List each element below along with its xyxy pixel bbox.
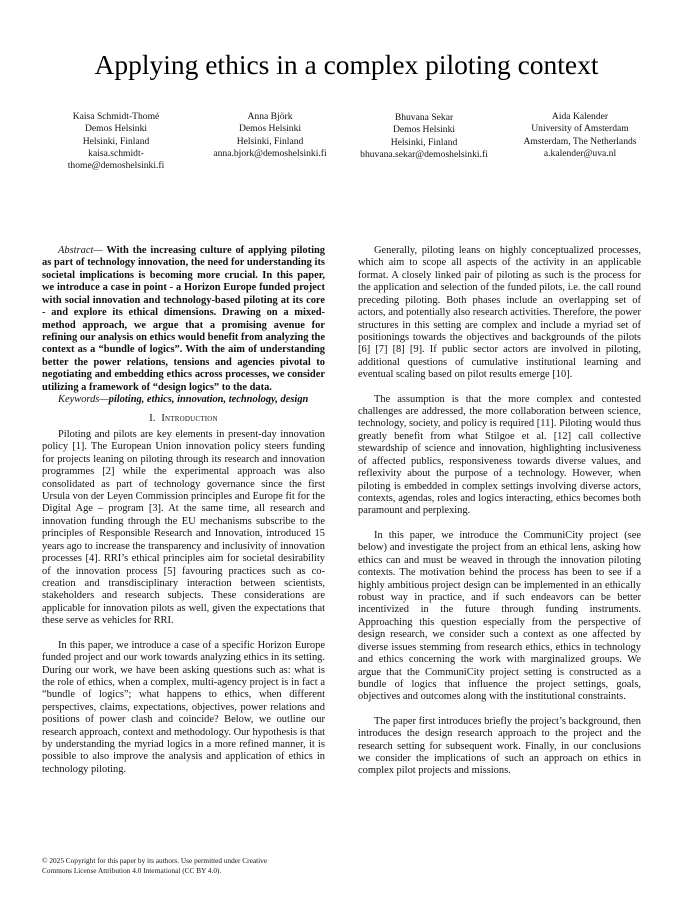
section-title: Introduction: [161, 413, 218, 425]
body-paragraph: In this paper, we introduce a case of a specific Horizon Europe funded project and our work towards analyzing ethics in its setting. During our work, we have been asking questions such as: what is the role of ethics, when a complex, multi-agency project is in fact a “bundle of logics”; what happens to ethics, when different perspectives, claims, expectations, objectives, power relations and positions of power clash and coincide? Below, we outline our research approach, context and methodology. Our hypothesis is that by understanding the myriad logics in a more refined manner, it is possible to also improve the analysis and application of ethics in technology piloting.: [42, 639, 325, 775]
author-location: Helsinki, Finland: [82, 135, 150, 147]
body-paragraph: Generally, piloting leans on highly conceptualized processes, which aim to scope all aspects of the activity in an applicable format. A closely linked pair of piloting as such is the process for the application and selection of the funded pilots, i.e. the call round preceding piloting. Both phases include an overlapping set of actors, and potentially also research activities. Therefore, the power structures in this setting are complex and include a myriad set of positionings towards the objectives and backgrounds of the pilots [6] [7] [8] [9]. If public sector actors are involved in piloting, additional questions of cumulative institutional learning and eventual scaling based on pilot results emerge [10].: [358, 245, 641, 381]
author-email[interactable]: anna.bjork@demoshelsinki.fi: [213, 147, 327, 159]
author-block: [349, 112, 499, 161]
keywords-label: Keywords—: [58, 394, 109, 406]
author-block: [41, 111, 191, 172]
author-location: Helsinki, Finland: [390, 136, 458, 148]
keywords-text: piloting, ethics, innovation, technology, design: [108, 394, 309, 406]
keywords: [42, 394, 325, 406]
paper-title: Applying ethics in a complex piloting context: [94, 49, 599, 80]
author-email-continued[interactable]: thome@demoshelsinki.fi: [67, 160, 165, 172]
author-location: Amsterdam, The Netherlands: [523, 135, 637, 147]
author-name: Aida Kalender: [551, 111, 609, 122]
body-paragraph: The assumption is that the more complex and contested challenges are addressed, the more collaboration between science, technology, society, and policy is required [11]. Piloting would thus greatly benefit from what Stilgoe et al. [12] call collective stewardship of science and innovation, highlighting inclusiveness of affected publics, responsiveness towards diverse values, and reflexivity about the purpose of a technology. However, when piloting is embedded in complex settings involving diverse actors, contexts, agendas, roles and logics interacting, ethics becomes both paramount and perplexing.: [358, 393, 641, 517]
author-email[interactable]: kaisa.schmidt-: [88, 147, 144, 159]
copyright-footer: [42, 856, 342, 876]
body-paragraph: Piloting and pilots are key elements in present-day innovation policy [1]. The European Union innovation policy steers funding for projects leaning on piloting through its research and innovation programmes [2] while the experimental approach was also consolidated as part of technology governance since the first Ursula von der Leyen Commission principles and Europe fit for the Digital Age – program [3]. At the same time, all research and innovation funding through the EU mechanisms subscribe to the principles of Responsible Research and Innovation, introduced 15 years ago to increase the transparency and inclusivity of innovation processes [4]. RRI’s ethical principles aim for societal desirability of the innovation process [5] favouring practices such as co-creation and transdisciplinary interaction between scientists, stakeholders and research subjects. These considerations are applicable for innovation pilots as well, given the expectations that these serve as vehicles for RRI.: [42, 428, 325, 627]
body-paragraph: The paper first introduces briefly the project’s background, then introduces the design research approach to the project and the research setting for subsequent work. Finally, in our conclusions we consider the implications of such an approach on ethics in complex pilot projects and missions.: [358, 715, 641, 777]
author-affiliation: University of Amsterdam: [531, 123, 629, 135]
body-paragraph: In this paper, we introduce the CommuniCity project (see below) and investigate the project from an ethical lens, asking how ethics can and must be weaved in through the innovation piloting contexts. The motivation behind the process has been to see if a highly ambitious project design can be implemented in an ethically robust way in practice, and if such endeavors can be better incentivized in the future through funding instruments. Approaching this question especially from the perspective of design research, we consider such a context as one affected by diverse issues stemming from research ethics, ethics in technology and ethics concerning the work with marginalized groups. We argue that the CommuniCity project setting is constructed as a bundle of logics that influence the project settings, goals, objectives and outcomes along with the institutional constraints.: [358, 529, 641, 703]
abstract-text: With the increasing culture of applying piloting as part of technology innovation, the need for understanding its societal implications is becoming more crucial. In this paper, we introduce a case in point - a Horizon Europe funded project with social innovation and technology-based piloting at its core - and explore its ethical dimensions. Drawing on a mixed-method approach, we argue that a promising avenue for refining our analysis on ethics would benefit from analyzing the context as a “bundle of logics”. With the aim of understanding better the power relations, tensions and agencies pivotal to negotiating and embedding ethics across processes, we consider utilizing a framework of “design logics” to the data.: [42, 245, 325, 393]
author-affiliation: Demos Helsinki: [84, 123, 148, 135]
author-email[interactable]: bhuvana.sekar@demoshelsinki.fi: [360, 148, 488, 160]
author-name: Kaisa Schmidt-Thomé: [72, 111, 160, 122]
author-name: Anna Björk: [247, 111, 293, 122]
license-line: Commons License Attribution 4.0 International (CC BY 4.0).: [42, 866, 222, 875]
author-block: [505, 111, 655, 160]
section-heading: [42, 413, 325, 425]
abstract: [42, 245, 325, 394]
section-numeral: I.: [149, 413, 156, 425]
author-block: [195, 111, 345, 160]
abstract-label: Abstract—: [58, 245, 103, 256]
author-affiliation: Demos Helsinki: [238, 123, 302, 135]
author-location: Helsinki, Finland: [236, 135, 304, 147]
author-name: Bhuvana Sekar: [394, 112, 454, 123]
copyright-line: © 2025 Copyright for this paper by its authors. Use permitted under Creative: [42, 856, 268, 865]
left-column: [42, 245, 325, 776]
author-email[interactable]: a.kalender@uva.nl: [543, 147, 617, 159]
right-column: [358, 245, 641, 778]
author-affiliation: Demos Helsinki: [392, 124, 456, 136]
